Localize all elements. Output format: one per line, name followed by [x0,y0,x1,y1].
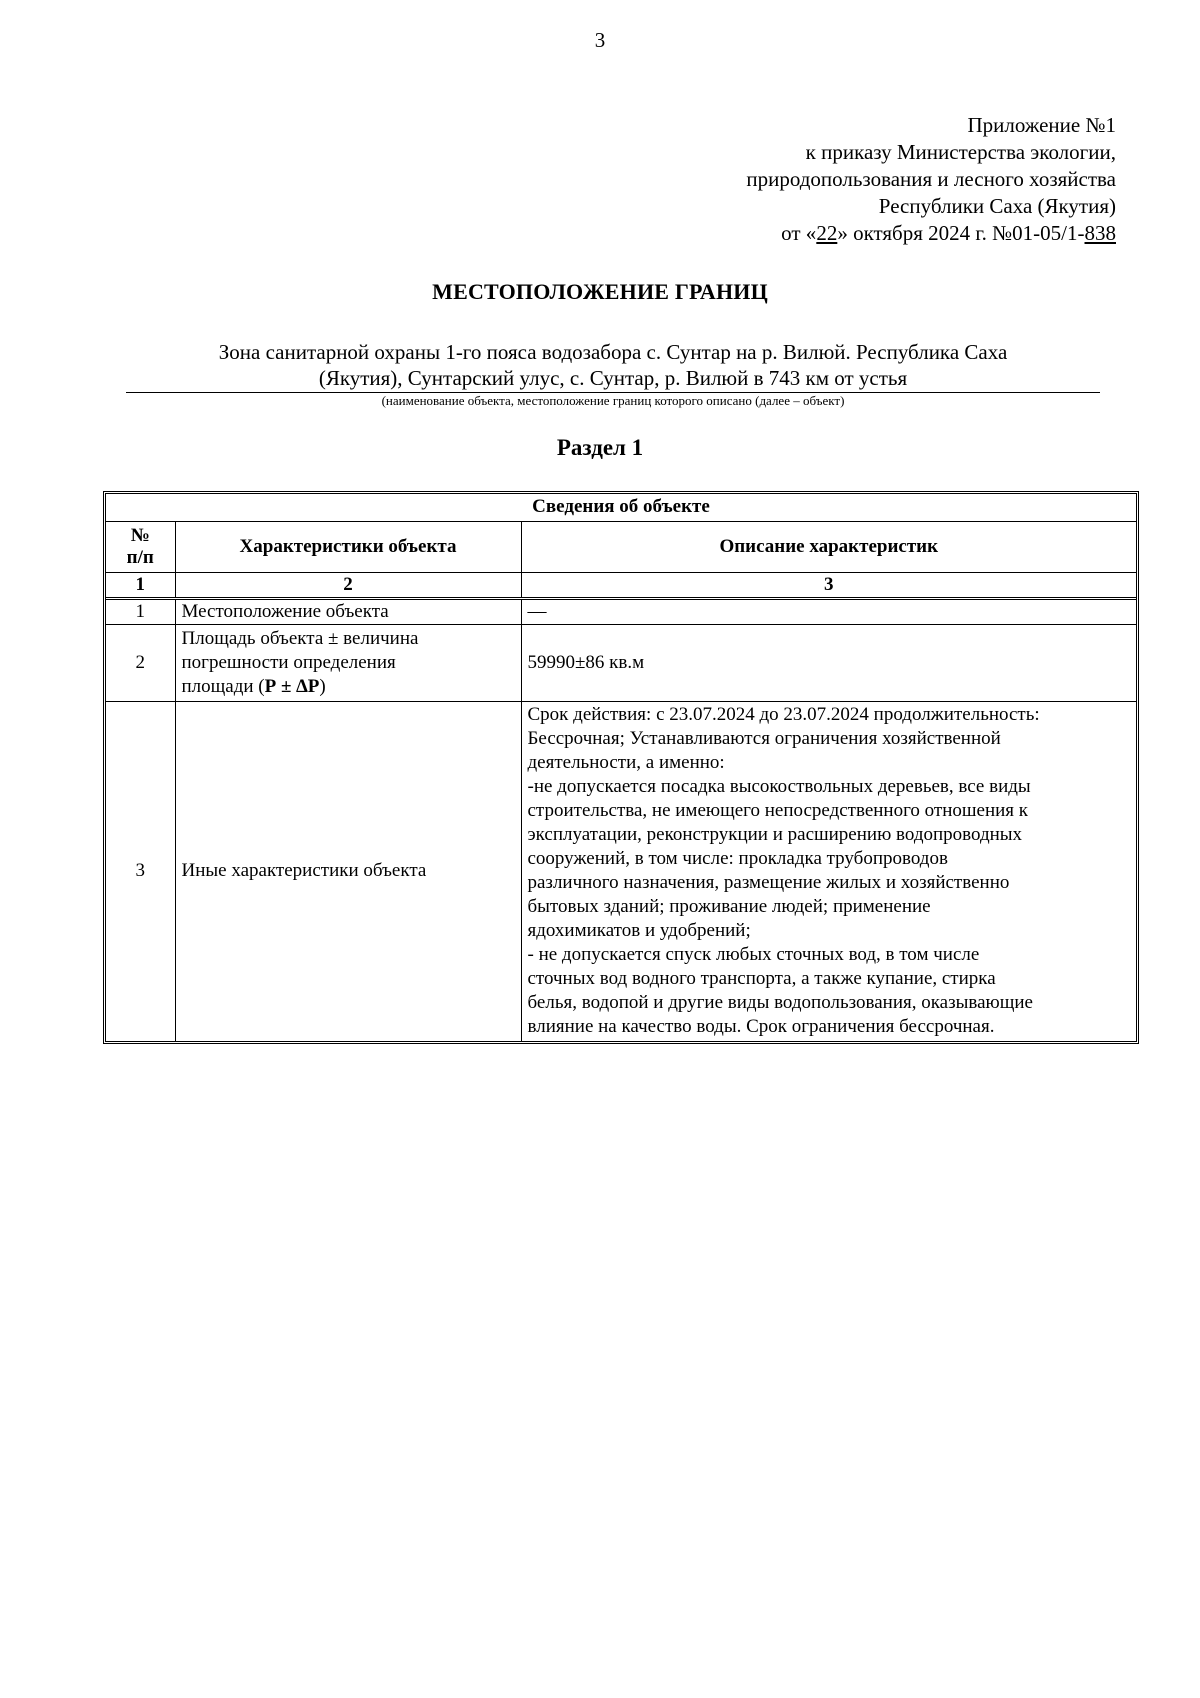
row-description: 59990±86 кв.м [521,624,1136,701]
object-name-line-2: (Якутия), Сунтарский улус, с. Сунтар, р. Вилюй в 743 км от устья [318,366,908,390]
row-number: 3 [106,701,175,1041]
row-characteristic: Иные характеристики объекта [175,701,521,1041]
table-row [106,701,1136,1041]
order-day: 22 [816,221,838,245]
object-name-line-1: Зона санитарной охраны 1-го пояса водозабора с. Сунтар на р. Вилюй. Республика Саха [218,340,1008,364]
row-characteristic [175,624,521,701]
order-number-suffix: 838 [1084,221,1116,245]
table-caption: Сведения об объекте [106,494,1136,521]
object-name [126,339,1100,393]
table-row [106,624,1136,701]
appendix-line-3: природопользования и лесного хозяйства [746,167,1116,191]
area-characteristic-close: ) [319,675,326,697]
row-characteristic: Местоположение объекта [175,598,521,624]
area-formula: Р ± ∆Р [264,675,320,697]
area-characteristic-text: Площадь объекта ± величина погрешности определения площади ( [181,627,419,697]
column-number-2: 2 [175,572,521,598]
row-number: 1 [106,598,175,624]
section-title: Раздел 1 [556,435,644,460]
object-info-table [103,491,1139,1044]
appendix-order-date [746,220,1116,247]
appendix-block [746,112,1116,247]
document-title: МЕСТОПОЛОЖЕНИЕ ГРАНИЦ [432,279,768,304]
date-middle: » октября 2024 г. №01-05/1- [837,221,1085,245]
row-description: Срок действия: с 23.07.2024 до 23.07.2024 продолжительность: Бессрочная; Устанавливаются ограничения хозяйственной деятельности, а именно: -не допускается посадка высокоствольных деревьев, все виды строительства, не имеющего непосредственного отношения к эксплуатации, реконструкции и расширению водопроводных сооружений, в том числе: прокладка трубопроводов различного назначения, размещение жилых и хозяйственно бытовых зданий; проживание людей; применение ядохимикатов и удобрений; - не допускается спуск любых сточных вод, в том числе сточных вод водного транспорта, а также купание, стирка белья, водопой и другие виды водопользования, оказывающие влияние на качество воды. Срок ограничения бессрочная. [521,701,1136,1041]
appendix-line-1: Приложение №1 [967,113,1116,137]
row-description: — [521,598,1136,624]
column-number-1: 1 [106,572,175,598]
appendix-line-2: к приказу Министерства экологии, [805,140,1116,164]
table-row [106,598,1136,624]
column-number-3: 3 [521,572,1136,598]
header-description: Описание характеристик [521,521,1136,572]
object-name-caption: (наименование объекта, местоположение границ которого описано (далее – объект) [381,393,845,408]
header-number: № п/п [106,521,175,572]
date-prefix: от « [781,221,817,245]
page-number: 3 [594,28,606,52]
appendix-line-4: Республики Саха (Якутия) [878,194,1116,218]
row-number: 2 [106,624,175,701]
header-characteristic: Характеристики объекта [175,521,521,572]
